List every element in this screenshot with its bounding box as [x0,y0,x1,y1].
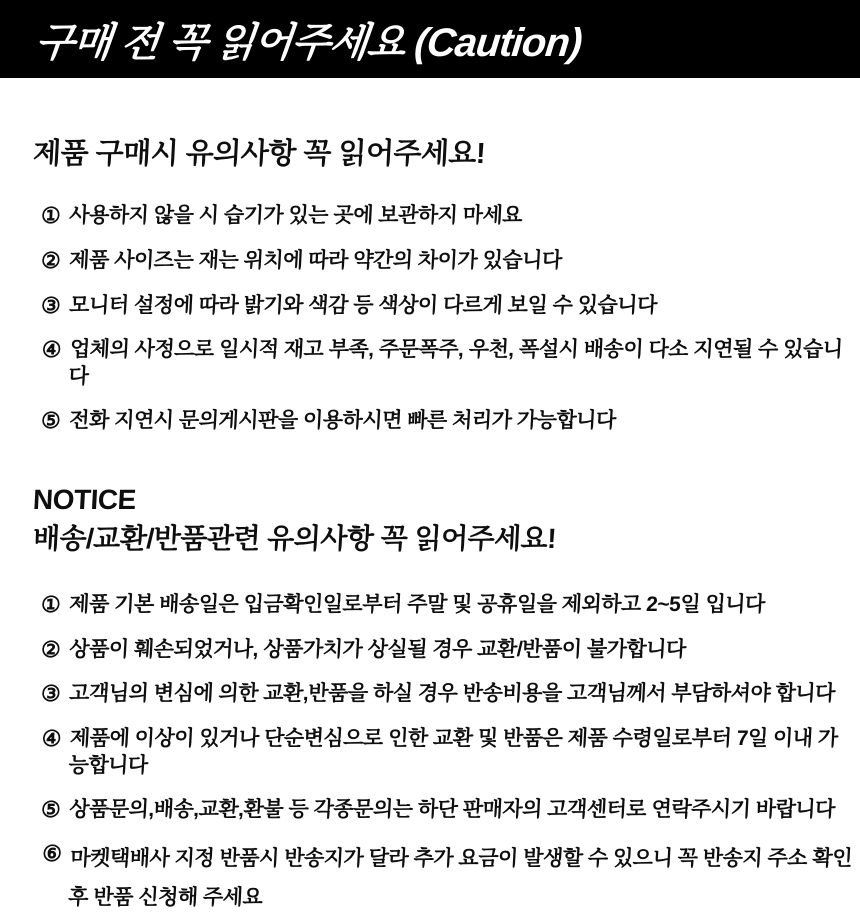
header-banner [0,0,860,78]
list-item [40,247,852,276]
list-item [40,407,852,436]
purchase-notes-section [0,78,860,435]
notice-section-heading: 배송/교환/반품관련 유의사항 꼭 읽어주세요! [32,523,557,555]
list-item [40,292,852,321]
item-number: ② [40,247,61,273]
notice-note-list [0,591,860,916]
list-item [40,202,852,231]
item-number: ⑤ [40,796,61,822]
page-title: 구매 전 꼭 읽어주세요 (Caution) [33,20,584,65]
list-item [39,840,854,916]
purchase-note-list [0,202,860,435]
item-number: ③ [40,292,61,318]
item-number: ① [40,592,61,618]
item-text: 사용하지 않을 시 습기가 있는 곳에 보관하지 마세요 [68,204,523,228]
item-number: ⑤ [40,407,61,433]
list-item [40,796,852,825]
item-text: 고객님의 변심에 의한 교환,반품을 하실 경우 반송비용을 고객님께서 부담하셔야 합니다 [68,682,836,706]
item-text: 상품문의,배송,교환,환불 등 각종문의는 하단 판매자의 고객센터로 연락주시기 바랍니다 [68,797,836,821]
list-item [40,636,852,665]
item-text: 업체의 사정으로 일시적 재고 부족, 주문폭주, 우천, 폭설시 배송이 다소 지연될 수 있습니다 [67,338,844,389]
item-number: ④ [41,726,62,752]
item-text: 전화 지연시 문의게시판을 이용하시면 빠른 처리가 가능합니다 [68,408,617,432]
item-text: 모니터 설정에 따라 밝기와 색감 등 색상이 다르게 보일 수 있습니다 [68,293,658,317]
list-item [40,591,852,620]
notice-label: NOTICE [32,484,137,516]
item-number: ③ [40,681,61,707]
item-number: ④ [41,337,62,363]
item-text: 제품 사이즈는 재는 위치에 따라 약간의 차이가 있습니다 [68,248,563,272]
list-item [40,336,854,391]
item-number: ① [40,203,61,229]
shipping-notice-section [0,451,860,916]
item-text: 상품이 훼손되었거나, 상품가치가 상실될 경우 교환/반품이 불가합니다 [68,637,687,661]
item-text: 제품 기본 배송일은 입금확인일로부터 주말 및 공휴일을 제외하고 2~5일 입니다 [68,593,766,617]
list-item [40,725,854,780]
item-number: ⑥ [41,841,63,867]
item-number: ② [40,636,61,662]
item-text: 마켓택배사 지정 반품시 반송지가 달라 추가 요금이 발생할 수 있으니 꼭 반송지 주소 확인 후 반품 신청해 주세요 [67,847,853,910]
item-text: 제품에 이상이 있거나 단순변심으로 인한 교환 및 반품은 제품 수령일로부터 7일 이내 가능합니다 [67,727,839,778]
purchase-section-heading: 제품 구매시 유의사항 꼭 읽어주세요! [32,138,486,170]
list-item [40,680,852,709]
